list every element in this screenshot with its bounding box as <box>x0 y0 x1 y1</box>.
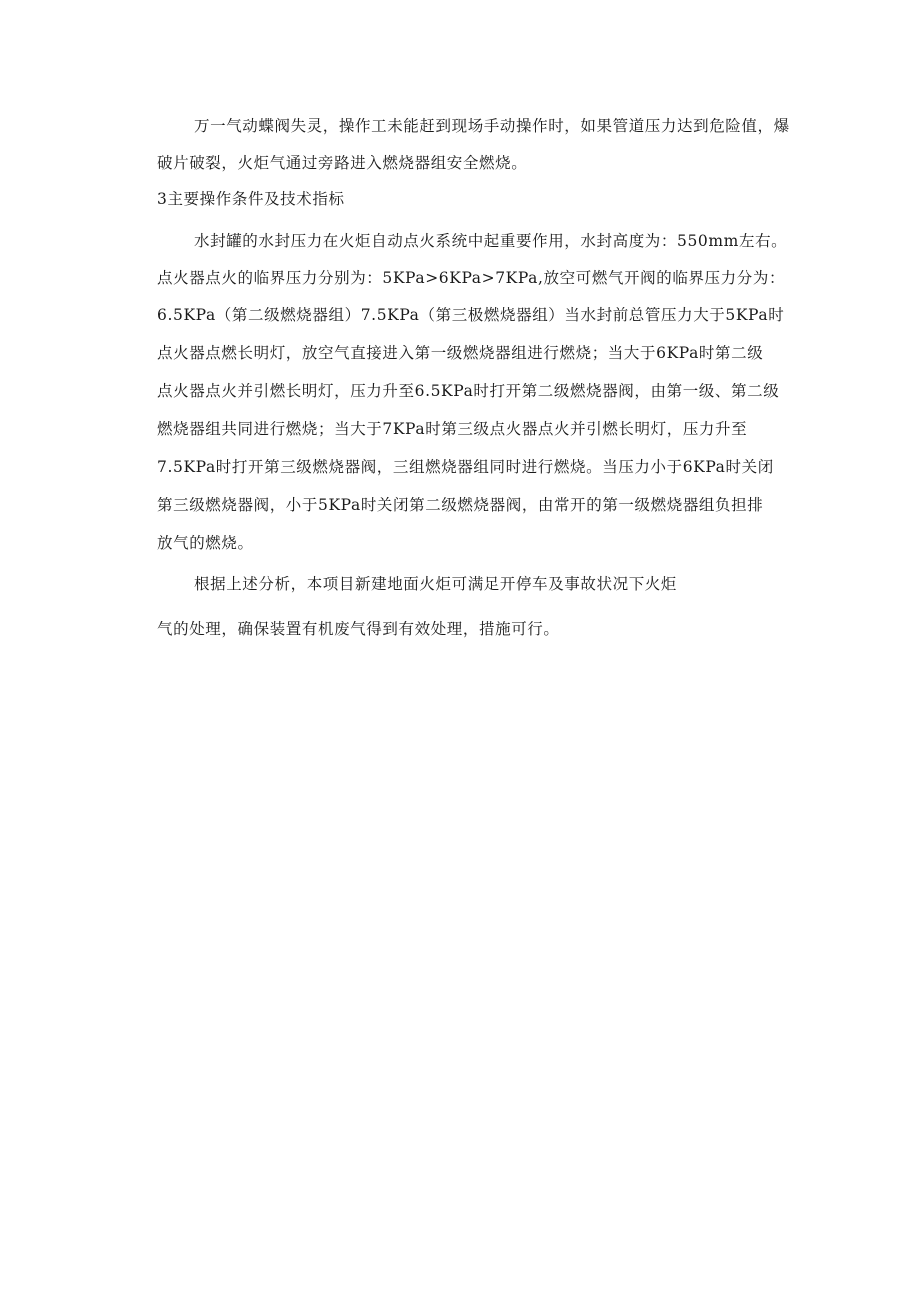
paragraph-2-line-9: 放气的燃烧。 <box>157 534 254 552</box>
paragraph-2-line-7: 7.5KPa时打开第三级燃烧器阀，三组燃烧器组同时进行燃烧。当压力小于6KPa时关闭 <box>157 458 774 476</box>
paragraph-2-line-8: 第三级燃烧器阀，小于5KPa时关闭第二级燃烧器阀，由常开的第一级燃烧器组负担排 <box>157 496 764 514</box>
paragraph-3-line-1: 根据上述分析，本项目新建地面火炬可满足开停车及事故状况下火炬 <box>194 575 678 593</box>
section-heading: 3主要操作条件及技术指标 <box>157 190 345 208</box>
paragraph-1-line-1: 万一气动蝶阀失灵，操作工未能赶到现场手动操作时，如果管道压力达到危险值，爆 <box>194 117 790 135</box>
paragraph-2-line-6: 燃烧器组共同进行燃烧；当大于7KPa时第三级点火器点火并引燃长明灯，压力升至 <box>157 420 748 438</box>
paragraph-2-line-3: 6.5KPa（第二级燃烧器组）7.5KPa（第三极燃烧器组）当水封前总管压力大于5KPa时 <box>157 306 785 324</box>
paragraph-2-line-5: 点火器点火并引燃长明灯，压力升至6.5KPa时打开第二级燃烧器阀，由第一级、第二级 <box>157 382 780 400</box>
paragraph-2-line-2: 点火器点火的临界压力分别为：5KPa>6KPa>7KPa,放空可燃气开阀的临界压力分为： <box>157 269 786 287</box>
paragraph-2-line-4: 点火器点燃长明灯，放空气直接进入第一级燃烧器组进行燃烧；当大于6KPa时第二级 <box>157 344 764 362</box>
paragraph-3-line-2: 气的处理，确保装置有机废气得到有效处理，措施可行。 <box>157 620 560 638</box>
paragraph-1-line-2: 破片破裂，火炬气通过旁路进入燃烧器组安全燃烧。 <box>157 154 528 172</box>
paragraph-2-line-1: 水封罐的水封压力在火炬自动点火系统中起重要作用，水封高度为：550mm左右。 <box>194 232 788 250</box>
